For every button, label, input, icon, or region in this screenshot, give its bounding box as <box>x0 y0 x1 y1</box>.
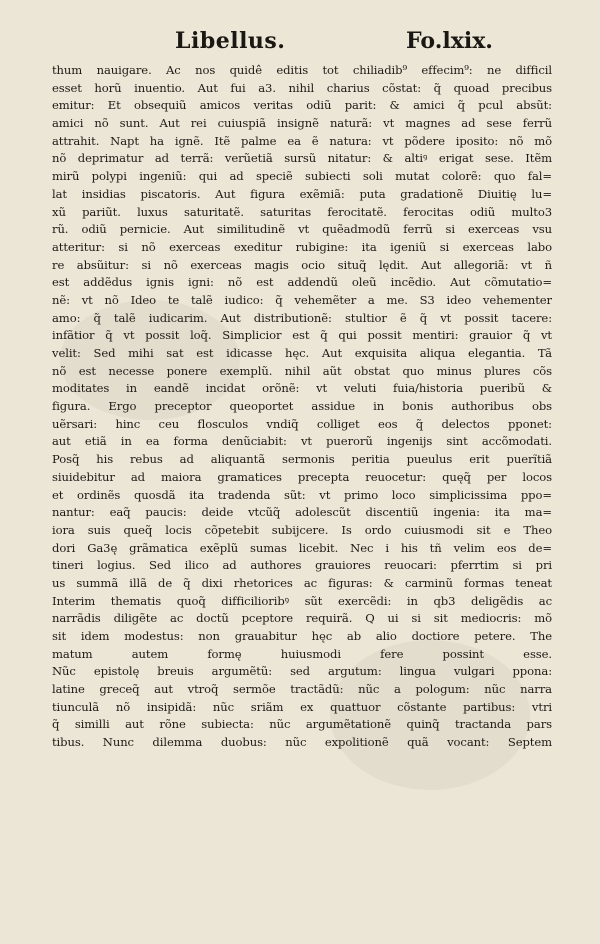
text-line: et ordinẽs quosdã ita tradenda sũt: vt primo loco simplicissima ppo= <box>52 487 552 502</box>
text-line: tibus. Nunc dilemma duobus: nũc expolitionẽ quã vocant: Septem <box>52 735 552 750</box>
text-line: nẽ: vt nõ Ideo te talẽ iudico: q̃ vehemẽter a me. S3 ideo vehementer <box>52 292 552 307</box>
text-line: sit idem modestus: non grauabitur hęc ab alio doctiore petere. The <box>52 629 552 643</box>
text-line: siuidebitur ad maiora gramatices precepta reuocetur: quęq̃ per locos <box>52 469 552 484</box>
text-line: moditates in eandẽ incidat orõnẽ: vt veluti fuia/historia pueribũ & <box>52 381 552 396</box>
running-head <box>0 28 600 58</box>
text-line: velit: Sed mihi sat est idicasse hęc. Aut exquisita aliqua elegantia. Tã <box>52 346 552 360</box>
text-line: emitur: Et obsequiũ amicos veritas odiũ parit: & amici q̃ pcul absũt: <box>52 98 552 113</box>
text-line: amo: q̃ talẽ iudicarim. Aut distributionẽ: stultior ẽ q̃ vt possit tacere: <box>52 310 552 325</box>
text-line: est addẽdus ignis igni: nõ est addendũ oleũ incẽdio. Aut cõmutatio= <box>52 275 552 290</box>
text-line: aut etiã in ea forma denũciabit: vt puerorũ ingenijs sint accõmodati. <box>52 434 552 449</box>
text-line: nantur: eaq̃ paucis: deide vtcũq̃ adolescũt discentiũ ingenia: ita ma= <box>52 505 552 520</box>
text-line: thum nauigare. Ac nos quidê editis tot chiliadib⁹ effecim⁹: ne difficil <box>52 63 552 77</box>
text-line: tineri logius. Sed ilico ad authores grauiores reuocari: pferrtim si pri <box>52 558 552 573</box>
text-line: Nũc epistolę breuis argumẽtũ: sed argutum: lingua vulgari ppona: <box>52 664 552 679</box>
text-line: atteritur: si nõ exerceas exeditur rubigine: ita igeniũ si exerceas labo <box>52 239 552 254</box>
text-line: tiunculã nõ insipidã: nũc sriãm ex quattuor cõstante partibus: vtri <box>52 699 552 714</box>
text-line: nõ est necesse ponere exemplũ. nihil aũt obstat quo minus plures cõs <box>52 363 552 378</box>
body-text <box>52 62 552 752</box>
text-line: narrãdis diligẽte ac doctũ pceptore requirã. Q ui si sit mediocris: mõ <box>52 611 552 626</box>
text-line: nõ deprimatur ad terrã: verũetiã sursũ nitatur: & altiꝰ erigat sese. Itẽm <box>52 151 552 166</box>
running-title: Libellus. <box>175 28 286 54</box>
text-line: Posq̃ his rebus ad aliquantã sermonis peritia pueulus erit puerĩtiã <box>52 452 552 467</box>
text-line: Interim thematis quoq̃ difficilioribꝰ sũt exercẽdi: in qb3 deligẽdis ac <box>52 593 552 608</box>
text-line: uẽrsari: hinc ceu flosculos vndiq̃ colliget eos q̃ delectos pponet: <box>52 416 552 431</box>
text-line: mirũ polypi ingeniũ: qui ad speciẽ subiecti soli mutat colorẽ: quo fal= <box>52 169 552 184</box>
text-line: matum autem formę huiusmodi fere possint esse. <box>52 646 552 661</box>
text-line: re absũitur: si nõ exerceas magis ocio situq̃ lędit. Aut allegoriã: vt ñ <box>52 257 552 272</box>
text-line: lat insidias piscatoris. Aut figura exẽmiã: puta gradationẽ Diuitię lu= <box>52 186 552 201</box>
text-line: iora suis queq̃ locis cõpetebit subijcere. Is ordo cuiusmodi sit e Theo <box>52 522 552 537</box>
text-line: attrahit. Napt ha ignẽ. Itẽ palme ea ẽ natura: vt põdere iposito: nõ mõ <box>52 133 552 148</box>
text-line: rũ. odiũ pernicie. Aut similitudinẽ vt quẽadmodũ ferrũ si exerceas vsu <box>52 222 552 237</box>
folio-number: Fo.lxix. <box>406 28 493 54</box>
text-line: esset horũ inuentio. Aut fui a3. nihil charius cõstat: q̃ quoad precibus <box>52 80 552 95</box>
text-line: figura. Ergo preceptor queoportet assidue in bonis authoribus obs <box>52 399 552 414</box>
text-line: infãtior q̃ vt possit loq̃. Simplicior est q̃ qui possit mentiri: grauior q̃ vt <box>52 328 552 343</box>
text-line: latine greceq̃ aut vtroq̃ sermõe tractãdũ: nũc a pologum: nũc narra <box>52 682 552 697</box>
text-line: us summã illã de q̃ dixi rhetorices ac figuras: & carminũ formas teneat <box>52 575 552 590</box>
text-line: xũ pariũt. luxus saturitatẽ. saturitas ferocitatẽ. ferocitas odiũ multo3 <box>52 204 552 219</box>
text-line: dori Ga3ę grãmatica exẽplũ sumas licebit. Nec i his tñ velim eos de= <box>52 540 552 555</box>
text-line: amici nõ sunt. Aut rei cuiuspiã insignẽ naturã: vt magnes ad sese ferrũ <box>52 116 552 131</box>
text-line: q̃ similli aut rõne subiecta: nũc argumẽtationẽ quinq̃ tractanda pars <box>52 717 552 732</box>
